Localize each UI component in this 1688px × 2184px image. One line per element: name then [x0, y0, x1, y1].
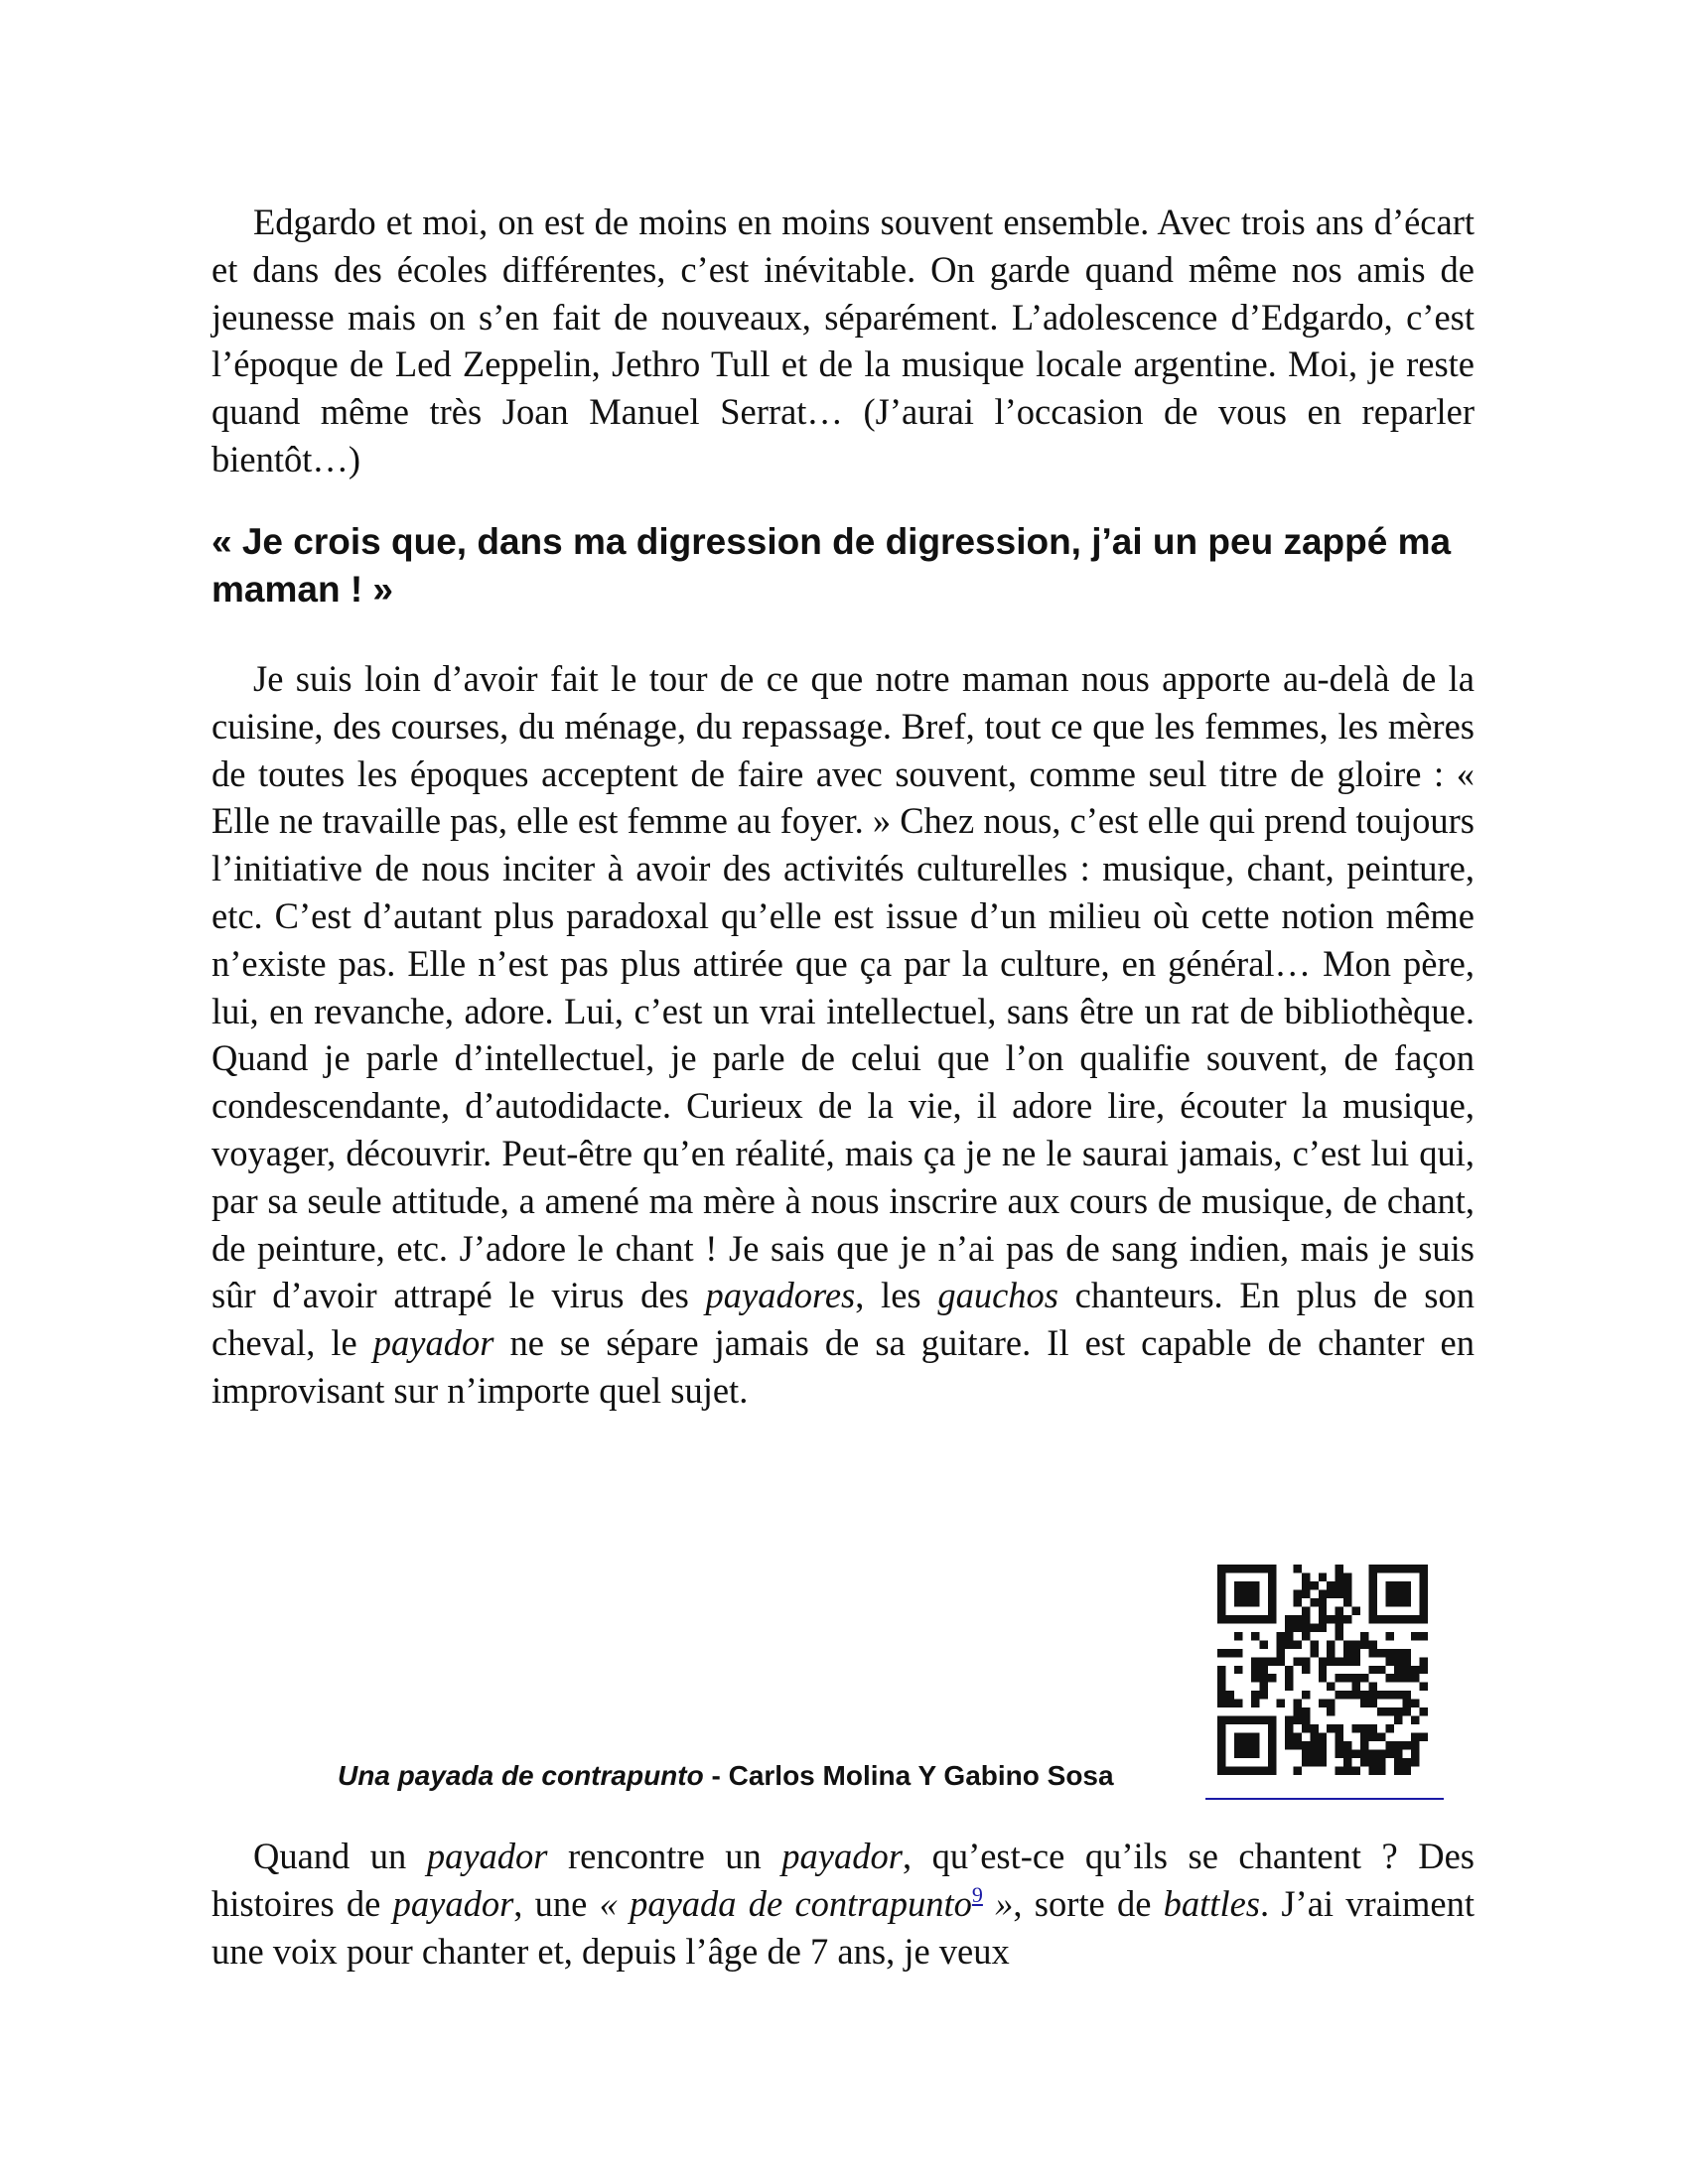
footnote-ref: [972, 1882, 983, 1907]
p3-text-g: , une: [513, 1882, 600, 1924]
p2-text-a: Je suis loin d’avoir fait le tour de ce que notre maman nous apporte au-delà de la cuisine, des courses, du ménage, du repassage. Bref, tout ce que les femmes, les mères de toutes les époques acceptent de faire avec souvent, comme seul titre de gloire : « Elle ne travaille pas, elle est femme au foyer. » Chez nous, c’est elle qui prend toujours l’initiative de nous inciter à avoir des activités culturelles : musique, chant, peinture, etc. C’est d’autant plus paradoxal qu’elle est issue d’un milieu où cette notion même n’existe pas. Elle n’est pas plus attirée que ça par la culture, en général… Mon père, lui, en revanche, adore. Lui, c’est un vrai intellectuel, sans être un rat de bibliothèque. Quand je parle d’intellectuel, je parle de celui que l’on qualifie souvent, de façon condescendante, d’autodidacte. Curieux de la vie, il adore lire, écouter la musique, voyager, découvrir. Peut-être qu’en réalité, mais ça je ne le saurai jamais, c’est lui qui, par sa seule attitude, a amené ma mère à nous inscrire aux cours de musique, de chant, de peinture, etc. J’adore le chant ! Je sais que je n’ai pas de sang indien, mais je suis sûr d’avoir attrapé le virus des: [211, 658, 1476, 1316]
p3-italic-payador-3: payador: [392, 1882, 514, 1924]
p3-text-l: . J’ai vraiment une voix pour chanter et, depuis l’âge de 7 ans, je veux: [211, 1882, 1476, 1972]
p2-italic-gauchos: gauchos: [937, 1275, 1058, 1316]
p3-text-j: , sorte de: [1013, 1882, 1164, 1924]
paragraph-3: [211, 1833, 1475, 1975]
caption-link-underline[interactable]: [1205, 1798, 1444, 1800]
caption-artists: Carlos Molina Y Gabino Sosa: [728, 1760, 1114, 1791]
p3-italic-closequote: »: [982, 1882, 1014, 1924]
paragraph-1-text: Edgardo et moi, on est de moins en moins souvent ensemble. Avec trois ans d’écart et dans des écoles différentes, c’est inévitable. On garde quand même nos amis de jeunesse mais on s’en fait de nouveaux, séparément. L’adolescence d’Edgardo, c’est l’époque de Led Zeppelin, Jethro Tull et de la musique locale argentine. Moi, je reste quand même très Joan Manuel Serrat… (J’aurai l’occasion de vous en reparler bientôt…): [211, 202, 1475, 479]
footnote-link[interactable]: 9: [971, 1881, 983, 1907]
caption-separator: -: [703, 1760, 729, 1791]
p2-text-c: , les: [855, 1275, 938, 1316]
p3-italic-payador-2: payador: [781, 1836, 903, 1876]
p3-text-e: , qu’est-ce qu’ils se chantent ? Des histoires de: [211, 1836, 1475, 1924]
p3-italic-payada: « payada de contrapunto: [599, 1882, 972, 1924]
qr-code-icon[interactable]: [1217, 1565, 1428, 1775]
p2-text-e: chanteurs. En plus de son cheval, le: [211, 1275, 1476, 1364]
section-heading: « Je crois que, dans ma digression de digression, j’ai un peu zappé ma maman ! »: [211, 521, 1452, 610]
p2-italic-payador: payador: [372, 1322, 494, 1364]
paragraph-1: [211, 199, 1475, 483]
p2-italic-payadores: payadores: [705, 1275, 856, 1316]
paragraph-2: [211, 655, 1475, 1415]
caption-title: Una payada de contrapunto: [338, 1760, 704, 1791]
p3-text-c: rencontre un: [547, 1836, 782, 1876]
p3-text-a: Quand un: [253, 1836, 427, 1876]
paragraph-2-text: [211, 655, 1475, 1415]
p3-italic-payador-1: payador: [426, 1836, 548, 1876]
media-caption[interactable]: [338, 1760, 1114, 1792]
paragraph-3-text: [211, 1833, 1475, 1975]
p2-text-g: ne se sépare jamais de sa guitare. Il est capable de chanter en improvisant sur n’importe quel sujet.: [211, 1322, 1475, 1411]
p3-italic-battles: battles: [1163, 1882, 1260, 1924]
